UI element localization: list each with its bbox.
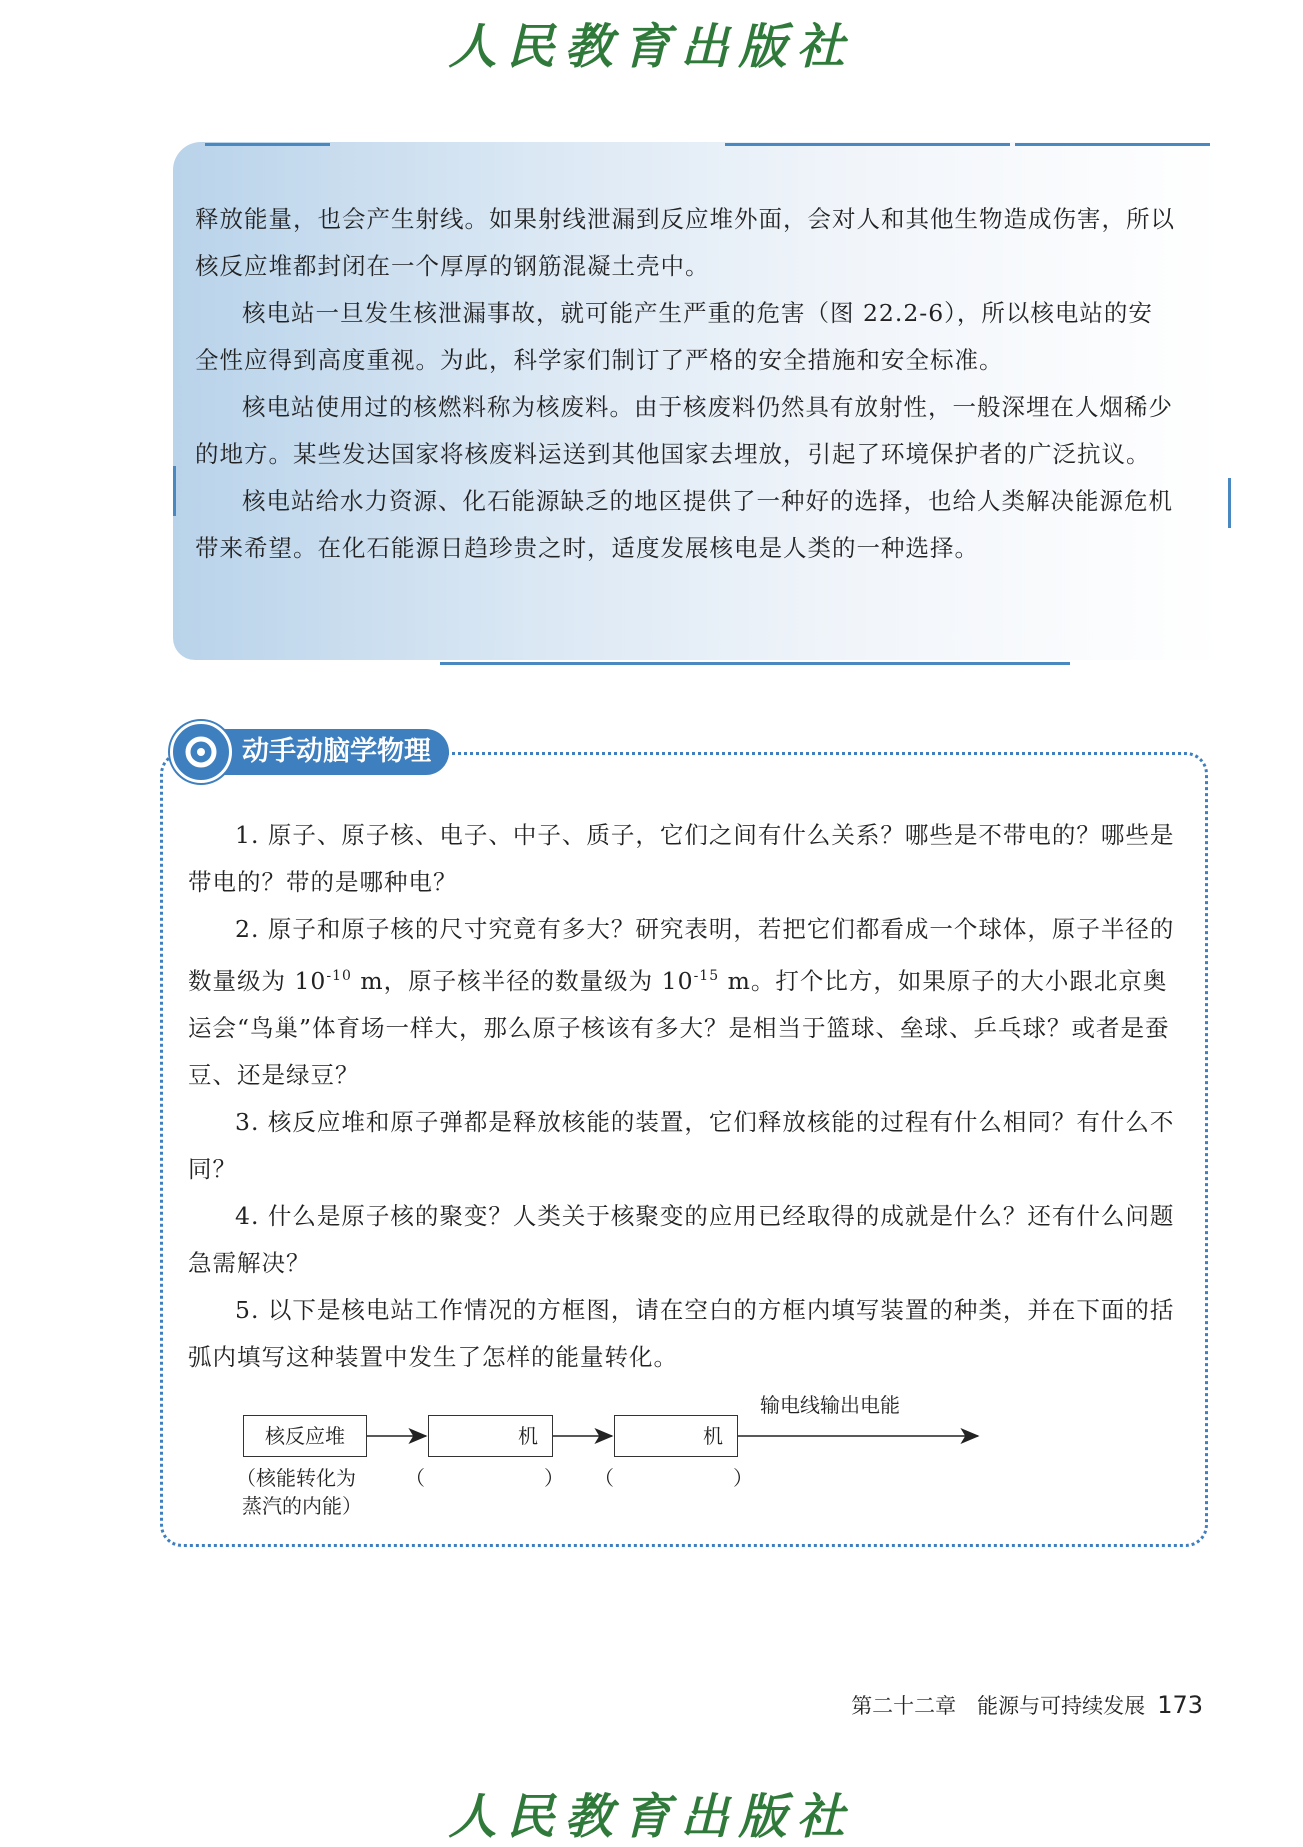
- reading-text: [195, 196, 1175, 572]
- question-3: 3. 核反应堆和原子弹都是释放核能的装置，它们释放核能的过程有什么相同？有什么不同？: [188, 1107, 1175, 1183]
- publisher-logo-top: 人民教育出版社: [448, 19, 855, 75]
- activity-header: [170, 724, 449, 780]
- reading-top-rule: [725, 143, 1010, 146]
- activity-questions: [188, 812, 1184, 1381]
- activity-title: 动手动脑学物理: [220, 729, 449, 775]
- question-1: 1. 原子、原子核、电子、中子、质子，它们之间有什么关系？哪些是不带电的？哪些是带电的？带的是哪种电？: [188, 821, 1175, 896]
- note-reactor-line2: 蒸汽的内能）: [242, 1494, 362, 1518]
- reading-top-rule: [205, 143, 330, 146]
- reading-top-rule: [1015, 143, 1210, 146]
- reading-paragraph: 核电站给水力资源、化石能源缺乏的地区提供了一种好的选择，也给人类解决能源危机带来希望。在化石能源日趋珍贵之时，适度发展核电是人类的一种选择。: [195, 487, 1173, 562]
- page-number: 173: [1157, 1691, 1203, 1719]
- box-reactor: 核反应堆: [243, 1415, 367, 1457]
- reading-paragraph: 释放能量，也会产生射线。如果射线泄漏到反应堆外面，会对人和其他生物造成伤害，所以核反应堆都封闭在一个厚厚的钢筋混凝土壳中。: [195, 205, 1175, 280]
- question-5: 5. 以下是核电站工作情况的方框图，请在空白的方框内填写装置的种类，并在下面的括弧内填写这种装置中发生了怎样的能量转化。: [188, 1295, 1175, 1371]
- question-4: 4. 什么是原子核的聚变？人类关于核聚变的应用已经取得的成就是什么？还有什么问题急需解决？: [188, 1201, 1175, 1277]
- reading-paragraph: 核电站使用过的核燃料称为核废料。由于核废料仍然具有放射性，一般深埋在人烟稀少的地方。某些发达国家将核废料运送到其他国家去埋放，引起了环境保护者的广泛抗议。: [195, 393, 1173, 468]
- note-reactor-line1: （核能转化为: [236, 1466, 356, 1490]
- reading-left-mark: [173, 466, 176, 516]
- box-machine-2: 机: [614, 1415, 738, 1457]
- output-label: 输电线输出电能: [760, 1393, 900, 1417]
- page-footer: [851, 1690, 1203, 1720]
- publisher-logo-bottom: 人民教育出版社: [448, 1789, 855, 1845]
- question-2: 2. 原子和原子核的尺寸究竟有多大？研究表明，若把它们都看成一个球体，原子半径的数量级为 $10^{-10}$ m，原子核半径的数量级为 $10^{-15}$ m。打个比方，如果原子的大小跟北京奥运会“鸟巢”体育场一样大，那么原子核该有多大？是相当于篮球、垒球、乒乓球？或者是蚕豆、还是绿豆？: [188, 915, 1175, 1089]
- target-icon: [170, 721, 232, 783]
- reading-bottom-rule: [440, 662, 1070, 665]
- paren-open-2: （: [405, 1466, 425, 1490]
- paren-close-2: ）: [544, 1466, 564, 1490]
- paren-close-3: ）: [733, 1466, 753, 1490]
- reading-paragraph: 核电站一旦发生核泄漏事故，就可能产生严重的危害（图 22.2-6），所以核电站的安全性应得到高度重视。为此，科学家们制订了严格的安全措施和安全标准。: [195, 299, 1153, 374]
- box-machine-1: 机: [428, 1415, 553, 1457]
- paren-open-3: （: [594, 1466, 614, 1490]
- reading-right-mark: [1228, 478, 1231, 528]
- chapter-title: 第二十二章 能源与可持续发展: [851, 1694, 1146, 1718]
